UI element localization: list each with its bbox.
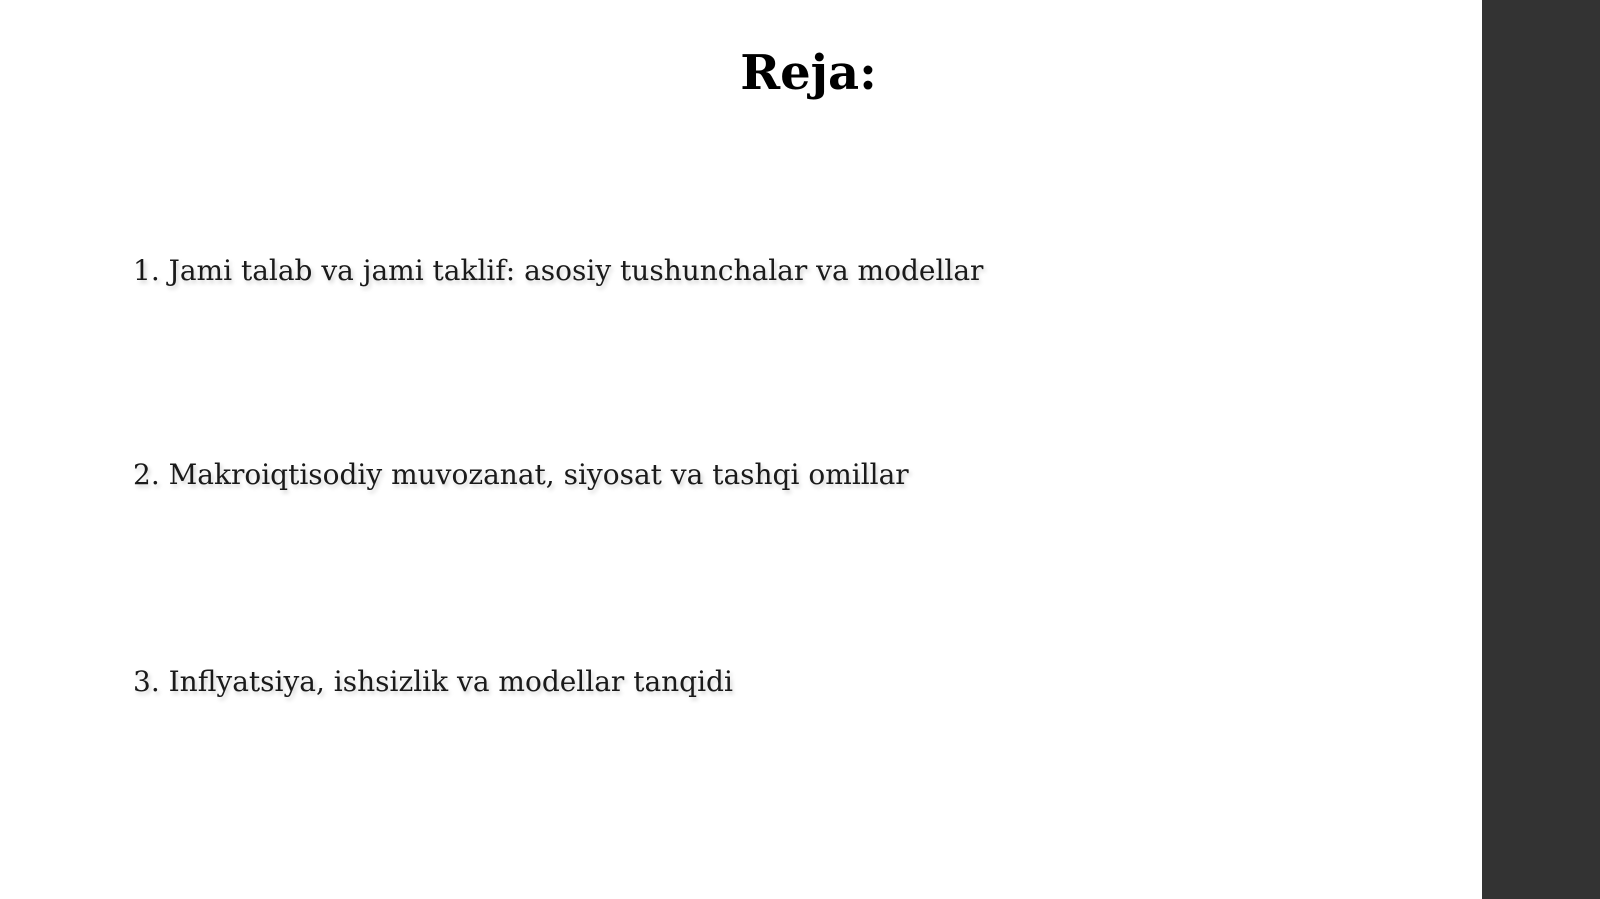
side-bar (1482, 0, 1600, 899)
plan-item-3: 3. Inflyatsiya, ishsizlik va modellar tanqidi (133, 665, 733, 698)
plan-item-2: 2. Makroiqtisodiy muvozanat, siyosat va tashqi omillar (133, 458, 909, 491)
slide-title: Reja: (740, 45, 877, 101)
plan-item-1: 1. Jami talab va jami taklif: asosiy tushunchalar va modellar (133, 254, 984, 287)
